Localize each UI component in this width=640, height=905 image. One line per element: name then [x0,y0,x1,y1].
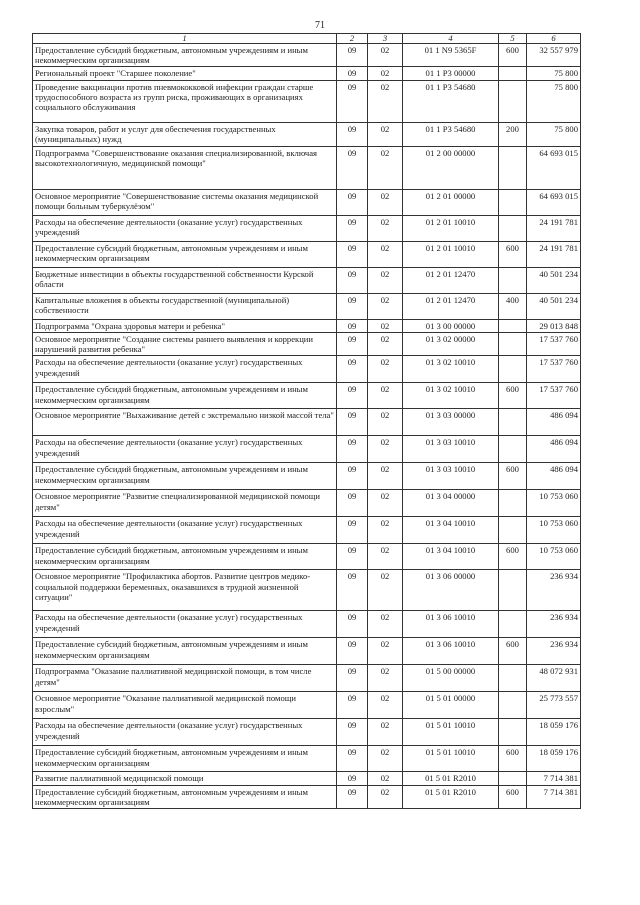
row-section: 09 [337,517,368,544]
row-subsection: 02 [368,122,403,146]
row-target-article: 01 3 02 10010 [403,383,499,409]
row-expense-type [499,436,527,463]
row-subsection: 02 [368,267,403,293]
row-expense-type: 600 [499,43,527,67]
row-expense-type [499,665,527,692]
row-name: Подпрограмма "Оказание паллиативной медицинской помощи, в том числе детям" [33,665,337,692]
row-expense-type: 600 [499,241,527,267]
row-target-article: 01 5 01 00000 [403,692,499,719]
column-header: 4 [403,34,499,44]
row-amount: 7 714 381 [527,785,581,809]
row-expense-type: 600 [499,785,527,809]
table-row [33,383,581,409]
row-subsection: 02 [368,517,403,544]
row-amount: 18 059 176 [527,719,581,746]
row-target-article: 01 3 04 10010 [403,517,499,544]
row-name: Предоставление субсидий бюджетным, автономным учреждениям и иным некоммерческим организациям [33,463,337,490]
table-row [33,772,581,785]
row-subsection: 02 [368,490,403,517]
row-name: Региональный проект "Старшее поколение" [33,67,337,80]
row-amount: 40 501 234 [527,293,581,319]
row-target-article: 01 3 02 10010 [403,356,499,383]
row-name: Предоставление субсидий бюджетным, автономным учреждениям и иным некоммерческим организациям [33,43,337,67]
row-expense-type [499,517,527,544]
row-subsection: 02 [368,772,403,785]
row-subsection: 02 [368,544,403,570]
row-amount: 75 800 [527,80,581,122]
row-name: Закупка товаров, работ и услуг для обеспечения государственных (муниципальных) нужд [33,122,337,146]
row-expense-type [499,772,527,785]
row-name: Подпрограмма "Совершенствование оказания специализированной, включая высокотехнологичную, медицинской помощи" [33,146,337,189]
row-subsection: 02 [368,570,403,611]
table-row [33,409,581,436]
row-section: 09 [337,332,368,356]
row-target-article: 01 3 00 00000 [403,319,499,332]
row-target-article: 01 2 01 12470 [403,293,499,319]
row-amount: 10 753 060 [527,544,581,570]
row-section: 09 [337,611,368,638]
row-target-article: 01 2 01 10010 [403,241,499,267]
table-row [33,43,581,67]
row-section: 09 [337,719,368,746]
table-row [33,692,581,719]
row-name: Расходы на обеспечение деятельности (оказание услуг) государственных учреждений [33,215,337,241]
row-subsection: 02 [368,665,403,692]
column-header: 1 [33,34,337,44]
row-amount: 17 537 760 [527,332,581,356]
row-expense-type [499,719,527,746]
table-row [33,215,581,241]
row-name: Расходы на обеспечение деятельности (оказание услуг) государственных учреждений [33,611,337,638]
budget-table [32,33,581,809]
row-amount: 486 094 [527,436,581,463]
row-expense-type [499,490,527,517]
row-section: 09 [337,463,368,490]
row-subsection: 02 [368,319,403,332]
row-subsection: 02 [368,215,403,241]
row-amount: 236 934 [527,638,581,665]
table-row [33,332,581,356]
row-subsection: 02 [368,80,403,122]
row-target-article: 01 2 01 10010 [403,215,499,241]
row-subsection: 02 [368,67,403,80]
row-section: 09 [337,241,368,267]
row-subsection: 02 [368,692,403,719]
row-name: Основное мероприятие "Выхаживание детей с экстремально низкой массой тела" [33,409,337,436]
row-name: Предоставление субсидий бюджетным, автономным учреждениям и иным некоммерческим организациям [33,241,337,267]
row-name: Подпрограмма "Охрана здоровья матери и ребенка" [33,319,337,332]
row-expense-type [499,332,527,356]
table-row [33,785,581,809]
row-expense-type [499,80,527,122]
row-amount: 10 753 060 [527,517,581,544]
row-section: 09 [337,785,368,809]
row-subsection: 02 [368,332,403,356]
row-subsection: 02 [368,436,403,463]
table-row [33,80,581,122]
row-amount: 486 094 [527,409,581,436]
row-name: Расходы на обеспечение деятельности (оказание услуг) государственных учреждений [33,719,337,746]
table-row [33,490,581,517]
row-section: 09 [337,189,368,215]
page-number: 71 [315,20,325,31]
row-subsection: 02 [368,463,403,490]
row-amount: 236 934 [527,611,581,638]
header-row [33,34,581,44]
table-row [33,356,581,383]
table-row [33,719,581,746]
row-expense-type [499,611,527,638]
row-section: 09 [337,490,368,517]
table-row [33,293,581,319]
row-subsection: 02 [368,43,403,67]
row-name: Основное мероприятие "Создание системы раннего выявления и коррекции нарушений развития ребенка" [33,332,337,356]
row-name: Расходы на обеспечение деятельности (оказание услуг) государственных учреждений [33,356,337,383]
row-target-article: 01 2 01 00000 [403,189,499,215]
table-row [33,544,581,570]
row-name: Предоставление субсидий бюджетным, автономным учреждениям и иным некоммерческим организациям [33,383,337,409]
row-name: Развитие паллиативной медицинской помощи [33,772,337,785]
row-amount: 18 059 176 [527,746,581,772]
row-expense-type: 600 [499,383,527,409]
row-name: Основное мероприятие "Совершенствование системы оказания медицинской помощи больным туберкулёзом" [33,189,337,215]
row-subsection: 02 [368,146,403,189]
row-amount: 64 693 015 [527,189,581,215]
row-name: Расходы на обеспечение деятельности (оказание услуг) государственных учреждений [33,517,337,544]
row-section: 09 [337,146,368,189]
row-subsection: 02 [368,356,403,383]
row-target-article: 01 3 04 00000 [403,490,499,517]
row-subsection: 02 [368,241,403,267]
row-section: 09 [337,356,368,383]
row-section: 09 [337,436,368,463]
column-header: 2 [337,34,368,44]
row-section: 09 [337,383,368,409]
row-section: 09 [337,80,368,122]
table-row [33,611,581,638]
row-expense-type [499,356,527,383]
table-row [33,189,581,215]
row-target-article: 01 1 P3 54680 [403,122,499,146]
row-amount: 40 501 234 [527,267,581,293]
row-name: Бюджетные инвестиции в объекты государственной собственности Курской области [33,267,337,293]
row-name: Предоставление субсидий бюджетным, автономным учреждениям и иным некоммерческим организациям [33,746,337,772]
row-amount: 24 191 781 [527,215,581,241]
row-section: 09 [337,293,368,319]
row-expense-type [499,409,527,436]
row-expense-type: 400 [499,293,527,319]
row-section: 09 [337,746,368,772]
table-body [33,43,581,809]
row-expense-type [499,189,527,215]
row-target-article: 01 3 06 10010 [403,611,499,638]
row-amount: 25 773 557 [527,692,581,719]
row-subsection: 02 [368,638,403,665]
row-name: Основное мероприятие "Развитие специализированной медицинской помощи детям" [33,490,337,517]
row-amount: 236 934 [527,570,581,611]
row-section: 09 [337,43,368,67]
row-subsection: 02 [368,409,403,436]
table-row [33,67,581,80]
table-row [33,463,581,490]
row-expense-type [499,146,527,189]
table-row [33,319,581,332]
row-target-article: 01 5 01 R2010 [403,785,499,809]
row-subsection: 02 [368,719,403,746]
row-target-article: 01 5 01 10010 [403,746,499,772]
row-subsection: 02 [368,746,403,772]
row-section: 09 [337,544,368,570]
row-section: 09 [337,267,368,293]
row-expense-type [499,67,527,80]
row-amount: 24 191 781 [527,241,581,267]
row-subsection: 02 [368,785,403,809]
row-target-article: 01 3 06 10010 [403,638,499,665]
row-amount: 486 094 [527,463,581,490]
row-target-article: 01 1 P3 54680 [403,80,499,122]
row-name: Предоставление субсидий бюджетным, автономным учреждениям и иным некоммерческим организациям [33,638,337,665]
row-subsection: 02 [368,383,403,409]
row-name: Предоставление субсидий бюджетным, автономным учреждениям и иным некоммерческим организациям [33,785,337,809]
row-target-article: 01 2 00 00000 [403,146,499,189]
row-expense-type: 200 [499,122,527,146]
row-target-article: 01 5 00 00000 [403,665,499,692]
row-target-article: 01 5 01 10010 [403,719,499,746]
row-section: 09 [337,665,368,692]
row-target-article: 01 2 01 12470 [403,267,499,293]
row-target-article: 01 3 03 10010 [403,463,499,490]
row-subsection: 02 [368,611,403,638]
row-section: 09 [337,215,368,241]
table-row [33,517,581,544]
table-row [33,146,581,189]
row-amount: 75 800 [527,122,581,146]
row-name: Проведение вакцинации против пневмококковой инфекции граждан старше трудоспособного возраста из групп риска, проживающих в организациях социального обслуживания [33,80,337,122]
table-row [33,436,581,463]
row-subsection: 02 [368,293,403,319]
row-amount: 17 537 760 [527,356,581,383]
row-name: Расходы на обеспечение деятельности (оказание услуг) государственных учреждений [33,436,337,463]
row-amount: 75 800 [527,67,581,80]
row-target-article: 01 3 02 00000 [403,332,499,356]
row-expense-type: 600 [499,746,527,772]
row-target-article: 01 1 P3 00000 [403,67,499,80]
row-name: Основное мероприятие "Оказание паллиативной медицинской помощи взрослым" [33,692,337,719]
row-section: 09 [337,122,368,146]
row-expense-type [499,570,527,611]
table-row [33,570,581,611]
row-expense-type: 600 [499,463,527,490]
row-expense-type [499,267,527,293]
row-name: Основное мероприятие "Профилактика абортов. Развитие центров медико-социальной поддержки беременных, оказавшихся в трудной жизненной ситуации" [33,570,337,611]
table-row [33,241,581,267]
row-target-article: 01 3 03 10010 [403,436,499,463]
row-name: Предоставление субсидий бюджетным, автономным учреждениям и иным некоммерческим организациям [33,544,337,570]
row-target-article: 01 1 N9 5365F [403,43,499,67]
row-amount: 32 557 979 [527,43,581,67]
row-name: Капитальные вложения в объекты государственной (муниципальной) собственности [33,293,337,319]
row-amount: 17 537 760 [527,383,581,409]
row-section: 09 [337,772,368,785]
row-subsection: 02 [368,189,403,215]
row-amount: 29 013 848 [527,319,581,332]
row-section: 09 [337,409,368,436]
table-row [33,746,581,772]
row-target-article: 01 3 06 00000 [403,570,499,611]
row-section: 09 [337,67,368,80]
table-row [33,638,581,665]
row-amount: 10 753 060 [527,490,581,517]
row-expense-type: 600 [499,544,527,570]
row-expense-type [499,319,527,332]
row-target-article: 01 3 03 00000 [403,409,499,436]
table-row [33,665,581,692]
row-target-article: 01 5 01 R2010 [403,772,499,785]
row-expense-type: 600 [499,638,527,665]
column-header: 6 [527,34,581,44]
row-expense-type [499,215,527,241]
row-target-article: 01 3 04 10010 [403,544,499,570]
row-amount: 7 714 381 [527,772,581,785]
table-row [33,122,581,146]
row-section: 09 [337,692,368,719]
row-amount: 48 072 931 [527,665,581,692]
row-section: 09 [337,319,368,332]
column-header: 5 [499,34,527,44]
table-row [33,267,581,293]
row-section: 09 [337,638,368,665]
row-expense-type [499,692,527,719]
row-section: 09 [337,570,368,611]
column-header: 3 [368,34,403,44]
row-amount: 64 693 015 [527,146,581,189]
